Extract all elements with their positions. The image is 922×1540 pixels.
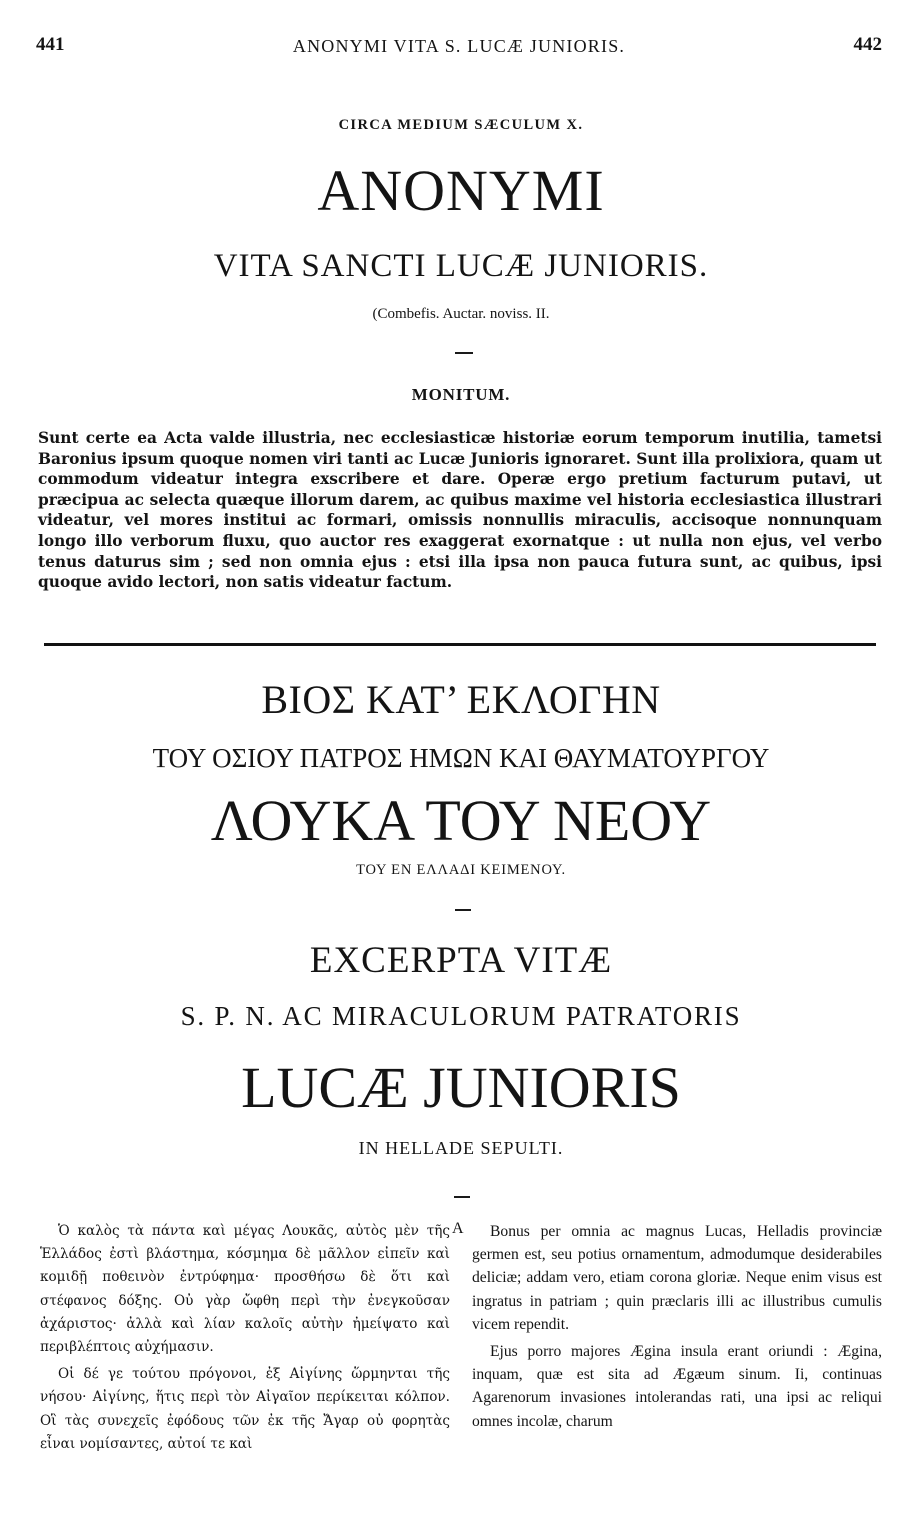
latin-column xyxy=(472,1220,882,1437)
latin-title-line3: LUCÆ JUNIORIS xyxy=(241,1055,681,1120)
greek-title-line3: ΛΟΥΚΑ ΤΟΥ ΝΕΟΥ xyxy=(210,788,712,853)
anonymi-title: ANONYMI xyxy=(317,158,605,223)
source-note: (Combefis. Auctar. noviss. II. xyxy=(372,306,550,322)
short-rule xyxy=(455,352,473,354)
running-header xyxy=(36,34,882,60)
short-rule xyxy=(454,1196,470,1198)
greek-title-line1: ΒΙΟΣ ΚΑΤ’ ΕΚΛΟΓΗΝ xyxy=(261,677,661,722)
latin-title-line2: S. P. N. AC MIRACULORUM PATRATORIS xyxy=(180,1001,742,1031)
vita-title: VITA SANCTI LUCÆ JUNIORIS. xyxy=(213,248,709,284)
monitum-text: Sunt certe ea Acta valde illustria, nec ecclesiasticæ historiæ eorum temporum inutilia, tametsi Baronius ipsum quoque nomen viri tanti ac Lucæ Junioris ignoraret. Sunt illa prolixiora, quam ut commodum videatur integra exscribere et dare. Operæ ergo pretium facturum putavi, ut præcipua ac selecta quæque illorum darem, ac quibus maxime vel historia ecclesiastica illustrari videatur, vel mores institui ac formari, omissis nonnullis miraculis, accisoque nonnunquam longo illo verborum fluxu, quo auctor res exaggerat exornatque : ut nulla non ejus, vel verbo tenus daturus sim ; sed non omnia ejus : etsi illa ipsa non pauca futura sunt, ac quibus, ipsi quoque avido lectori, non satis videatur factum. xyxy=(38,429,882,592)
era-line: CIRCA MEDIUM SÆCULUM X. xyxy=(338,117,584,133)
greek-title-line2: ΤΟΥ ΟΣΙΟΥ ΠΑΤΡΟΣ ΗΜΩΝ ΚΑΙ ΘΑΥΜΑΤΟΥΡΓΟΥ xyxy=(152,743,770,773)
greek-title-line4: ΤΟΥ ΕΝ ΕΛΛΑΔΙ ΚΕΙΜΕΝΟΥ. xyxy=(356,862,566,878)
page-number-left: 441 xyxy=(36,34,65,55)
monitum-heading: MONITUM. xyxy=(411,385,511,404)
latin-title-line1: EXCERPTA VITÆ xyxy=(309,940,613,981)
latin-paragraph-2: Ejus porro majores Ægina insula erant oriundi : Ægina, inquam, quæ est sita ad Ægæum sinum. Ii, continuas Agarenorum invasiones intolerandas rati, una ipsi ac reliqui omnes incolæ, charum xyxy=(472,1343,882,1430)
greek-paragraph-2: Οἱ δέ γε τούτου πρόγονοι, ἐξ Αἰγίνης ὥρμηνται τῆς νήσου· Αἰγίνης, ἥτις περὶ τὸν Αἰγαῖον περίκειται κόλπον. Οἳ τὰς συνεχεῖς ἐφόδους τῶν ἐκ τῆς Ἄγαρ οὐ φορητὰς εἶναι νομίσαντες, αὐτοί τε καὶ xyxy=(40,1366,450,1452)
latin-paragraph-1: Bonus per omnia ac magnus Lucas, Helladis provinciæ germen est, seu potius ornamentum, admodumque desiderabiles deliciæ; addam vero, etiam corona gloriæ. Neque enim visus est ingratus in patriam ; quin præclaris illi ac illustribus cumulis vicem rependit. xyxy=(472,1223,882,1333)
page-number-right: 442 xyxy=(853,34,882,55)
latin-title-line4: IN HELLADE SEPULTI. xyxy=(358,1138,564,1158)
greek-paragraph-1: Ὁ καλὸς τὰ πάντα καὶ μέγας Λουκᾶς, αὐτὸς μὲν τῆς Ἑλλάδος ἐστὶ βλάστημα, κόσμημα δὲ μᾶλλον εἰπεῖν καὶ κομιδῇ ποθεινὸν ἐντρύφημα· προσθήσω δὲ ὅτι καὶ στέφανος δόξης. Οὐ γὰρ ὤφθη περὶ τὴν ἐνεγκοῦσαν ἀχάριστος· ἀλλὰ καὶ λίαν καλοῖς αὐτὴν ἠμείψατο καὶ περιβλέπτοις αὐχήμασιν. xyxy=(40,1223,450,1356)
greek-column xyxy=(40,1220,450,1460)
section-divider xyxy=(44,643,876,646)
column-marker: A xyxy=(452,1220,464,1237)
short-rule xyxy=(455,909,471,911)
running-title: ANONYMI VITA S. LUCÆ JUNIORIS. xyxy=(292,36,626,56)
